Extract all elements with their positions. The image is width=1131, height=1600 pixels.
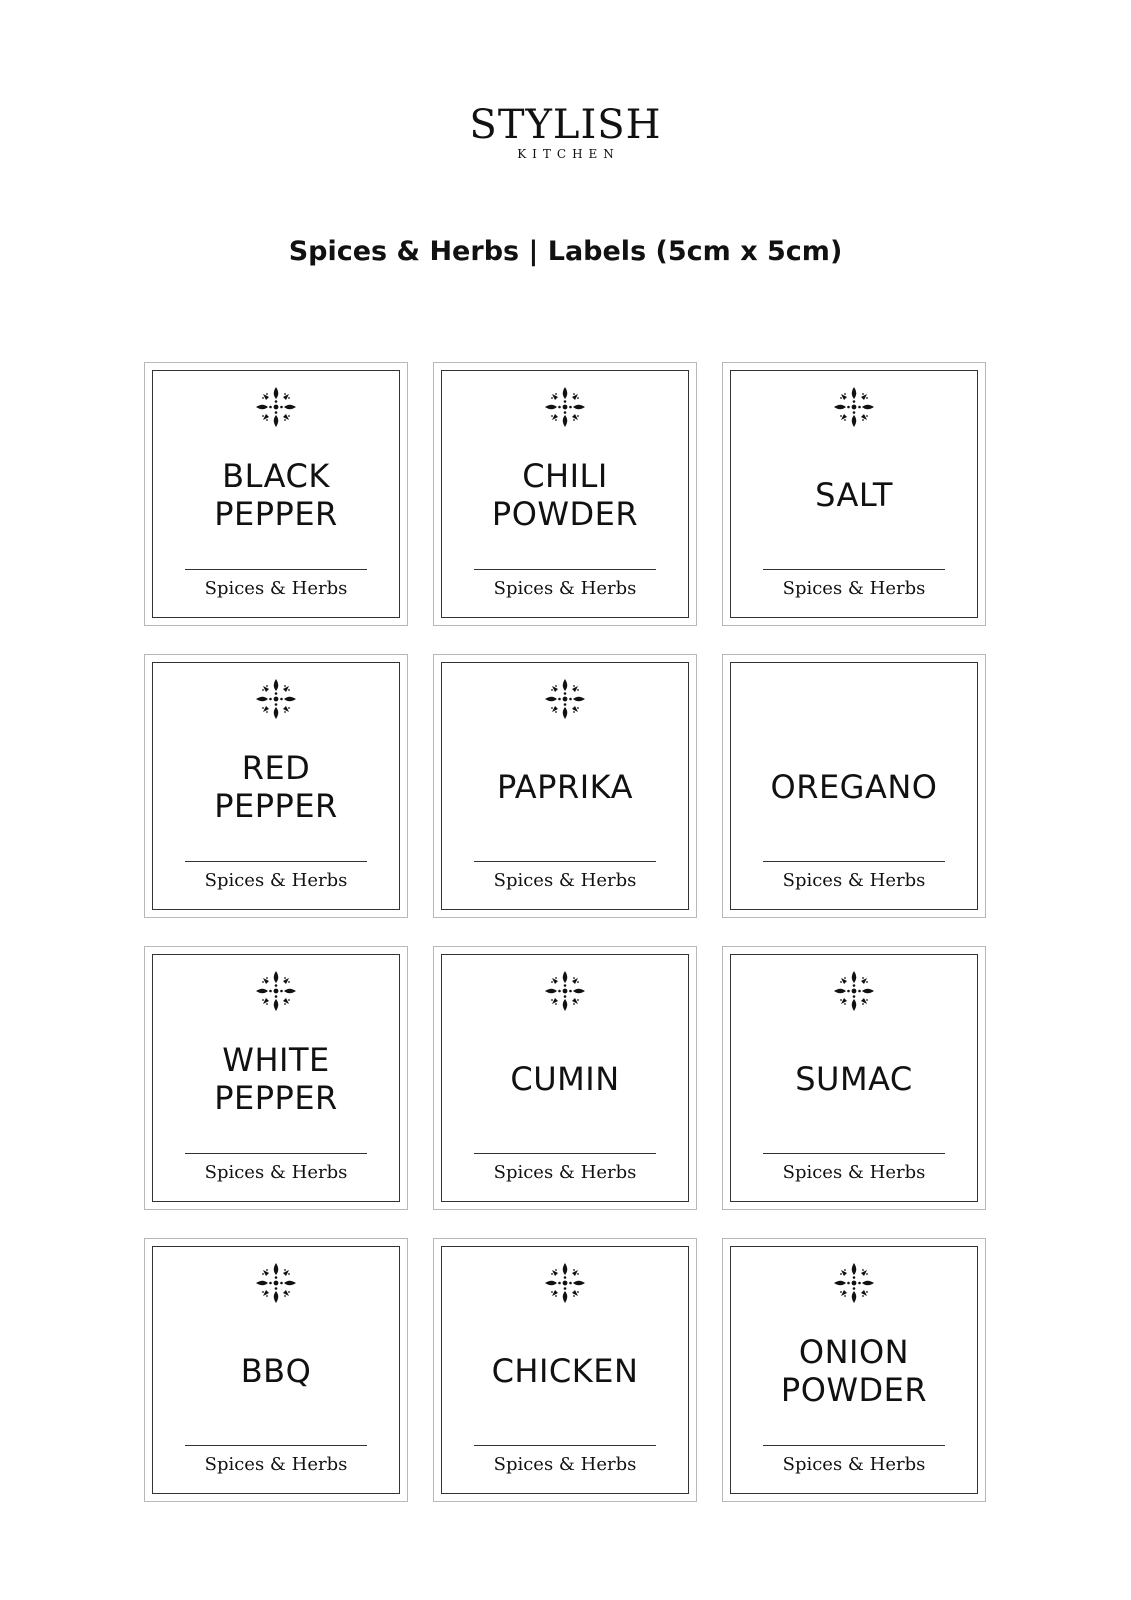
spice-label [144, 946, 408, 1210]
spice-label [433, 946, 697, 1210]
label-category: Spices & Herbs [204, 1162, 348, 1183]
label-border [441, 662, 689, 910]
label-category: Spices & Herbs [782, 1162, 926, 1183]
label-divider [185, 861, 367, 862]
label-category: Spices & Herbs [782, 870, 926, 891]
label-border [152, 954, 400, 1202]
spice-label [722, 946, 986, 1210]
spice-label [144, 362, 408, 626]
label-name: OREGANO [770, 768, 938, 806]
label-border [152, 370, 400, 618]
label-category: Spices & Herbs [493, 870, 637, 891]
label-divider [763, 1153, 945, 1154]
brand-name: STYLISH [469, 102, 662, 148]
label-divider [474, 1445, 656, 1446]
label-divider [763, 861, 945, 862]
label-category: Spices & Herbs [782, 578, 926, 599]
page-title: Spices & Herbs | Labels (5cm x 5cm) [288, 236, 843, 267]
label-name: CHILI POWDER [491, 457, 639, 533]
label-category: Spices & Herbs [493, 578, 637, 599]
label-divider [474, 861, 656, 862]
spice-label [722, 654, 986, 918]
label-name: RED PEPPER [214, 749, 338, 825]
fleur-ornament-icon [543, 969, 587, 1013]
fleur-ornament-icon [254, 385, 298, 429]
fleur-ornament-icon [543, 677, 587, 721]
label-border [730, 954, 978, 1202]
fleur-ornament-icon [254, 969, 298, 1013]
fleur-ornament-icon [543, 385, 587, 429]
label-name: BLACK PEPPER [214, 457, 338, 533]
label-divider [185, 1153, 367, 1154]
fleur-ornament-icon [832, 969, 876, 1013]
label-name: WHITE PEPPER [214, 1041, 338, 1117]
spice-label [144, 1238, 408, 1502]
spice-label [144, 654, 408, 918]
label-name: BBQ [240, 1352, 312, 1390]
label-category: Spices & Herbs [493, 1454, 637, 1475]
label-divider [474, 569, 656, 570]
label-name: CHICKEN [491, 1352, 639, 1390]
label-divider [763, 569, 945, 570]
label-border [441, 1246, 689, 1494]
fleur-ornament-icon [832, 385, 876, 429]
label-border [152, 1246, 400, 1494]
label-name: ONION POWDER [780, 1333, 928, 1409]
fleur-ornament-icon [832, 1261, 876, 1305]
spice-label [433, 1238, 697, 1502]
label-category: Spices & Herbs [204, 578, 348, 599]
label-name: PAPRIKA [497, 768, 633, 806]
label-category: Spices & Herbs [204, 1454, 348, 1475]
label-border [441, 370, 689, 618]
label-border [441, 954, 689, 1202]
label-name: CUMIN [510, 1060, 620, 1098]
label-border [730, 1246, 978, 1494]
label-divider [763, 1445, 945, 1446]
spice-label [433, 654, 697, 918]
label-category: Spices & Herbs [204, 870, 348, 891]
label-border [152, 662, 400, 910]
fleur-ornament-icon [543, 1261, 587, 1305]
label-border [730, 370, 978, 618]
spice-label [722, 362, 986, 626]
label-divider [185, 1445, 367, 1446]
brand-subtitle: KITCHEN [517, 147, 620, 161]
label-name: SALT [815, 476, 893, 514]
label-category: Spices & Herbs [782, 1454, 926, 1475]
spice-label [722, 1238, 986, 1502]
fleur-ornament-icon [254, 1261, 298, 1305]
label-category: Spices & Herbs [493, 1162, 637, 1183]
label-border [730, 662, 978, 910]
label-divider [185, 569, 367, 570]
label-divider [474, 1153, 656, 1154]
fleur-ornament-icon [254, 677, 298, 721]
spice-label [433, 362, 697, 626]
label-name: SUMAC [795, 1060, 913, 1098]
